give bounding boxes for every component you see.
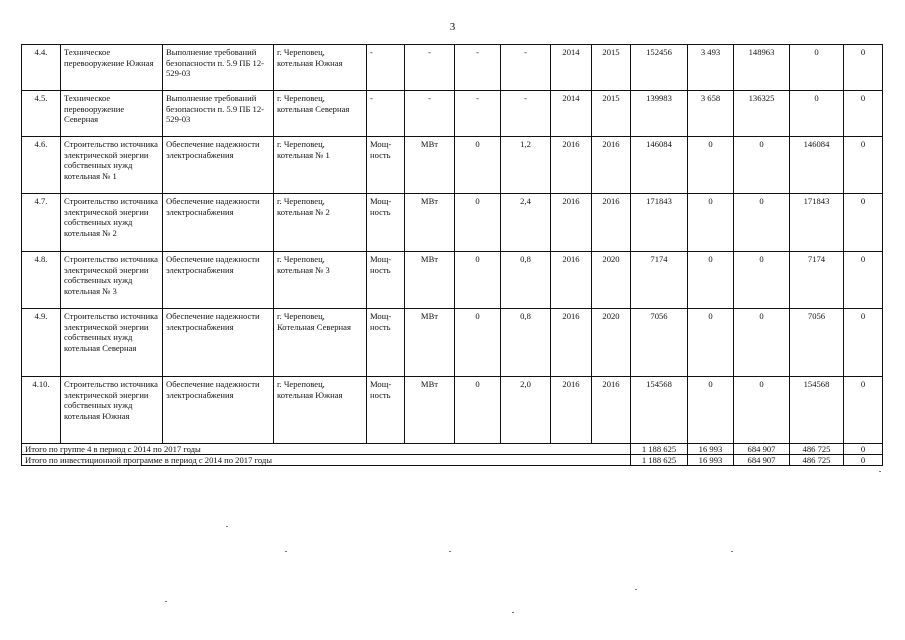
cell-s1: 0 bbox=[688, 137, 734, 194]
cell-s2: 0 bbox=[734, 137, 790, 194]
cell-end: 2015 bbox=[592, 45, 631, 91]
cell-goal: Обеспечение надежности электроснабжения bbox=[163, 137, 274, 194]
cell-s2: 0 bbox=[734, 194, 790, 252]
cell-goal: Обеспечение надежности электроснабжения bbox=[163, 252, 274, 309]
cell-total: 139983 bbox=[631, 91, 688, 137]
cell-unit: МВт bbox=[405, 252, 455, 309]
cell-location: г. Череповец, Котельная Северная bbox=[274, 309, 367, 377]
cell-location: г. Череповец, котельная № 2 bbox=[274, 194, 367, 252]
cell-s2: 0 bbox=[734, 377, 790, 444]
table-body bbox=[22, 45, 883, 466]
cell-total: 146084 bbox=[631, 137, 688, 194]
cell-location: г. Череповец, котельная Южная bbox=[274, 377, 367, 444]
cell-end: 2016 bbox=[592, 377, 631, 444]
cell-goal: Обеспечение надежности электроснабжения bbox=[163, 377, 274, 444]
cell-name: Техническое перевооружение Южная bbox=[61, 45, 163, 91]
cell-s4: 0 bbox=[844, 377, 883, 444]
total-total: 1 188 625 bbox=[631, 444, 688, 455]
total-label: Итого по инвестиционной программе в период с 2014 по 2017 годы bbox=[22, 455, 631, 466]
cell-s4: 0 bbox=[844, 194, 883, 252]
cell-no: 4.5. bbox=[22, 91, 61, 137]
cell-v1: 0 bbox=[455, 194, 501, 252]
cell-param: - bbox=[367, 91, 405, 137]
cell-end: 2016 bbox=[592, 194, 631, 252]
cell-s2: 0 bbox=[734, 252, 790, 309]
cell-v2: 1,2 bbox=[501, 137, 551, 194]
cell-s3: 171843 bbox=[790, 194, 844, 252]
table-row bbox=[22, 252, 883, 309]
cell-location: г. Череповец, котельная № 3 bbox=[274, 252, 367, 309]
cell-goal: Выполнение требований безопасности п. 5.9 ПБ 12-529-03 bbox=[163, 45, 274, 91]
total-total: 1 188 625 bbox=[631, 455, 688, 466]
cell-v1: 0 bbox=[455, 137, 501, 194]
cell-s1: 0 bbox=[688, 252, 734, 309]
total-s3: 486 725 bbox=[790, 455, 844, 466]
cell-s3: 154568 bbox=[790, 377, 844, 444]
cell-goal: Обеспечение надежности электроснабжения bbox=[163, 309, 274, 377]
cell-s3: 0 bbox=[790, 91, 844, 137]
table-row bbox=[22, 45, 883, 91]
investment-program-table bbox=[21, 44, 883, 466]
cell-v2: 0,8 bbox=[501, 309, 551, 377]
cell-s3: 0 bbox=[790, 45, 844, 91]
cell-location: г. Череповец, котельная № 1 bbox=[274, 137, 367, 194]
cell-no: 4.4. bbox=[22, 45, 61, 91]
table-row bbox=[22, 137, 883, 194]
cell-start: 2014 bbox=[551, 45, 592, 91]
cell-total: 152456 bbox=[631, 45, 688, 91]
table-row bbox=[22, 309, 883, 377]
cell-end: 2016 bbox=[592, 137, 631, 194]
cell-end: 2015 bbox=[592, 91, 631, 137]
cell-v2: - bbox=[501, 91, 551, 137]
total-row bbox=[22, 444, 883, 455]
cell-s1: 3 658 bbox=[688, 91, 734, 137]
cell-no: 4.10. bbox=[22, 377, 61, 444]
cell-unit: МВт bbox=[405, 309, 455, 377]
cell-unit: МВт bbox=[405, 194, 455, 252]
table-row bbox=[22, 377, 883, 444]
cell-goal: Выполнение требований безопасности п. 5.9 ПБ 12-529-03 bbox=[163, 91, 274, 137]
cell-start: 2016 bbox=[551, 252, 592, 309]
cell-name: Техническое перевооружение Северная bbox=[61, 91, 163, 137]
cell-s4: 0 bbox=[844, 45, 883, 91]
total-row bbox=[22, 455, 883, 466]
cell-s1: 0 bbox=[688, 194, 734, 252]
cell-unit: МВт bbox=[405, 377, 455, 444]
cell-s1: 0 bbox=[688, 377, 734, 444]
cell-name: Строительство источника электрической энергии собственных нужд котельная № 1 bbox=[61, 137, 163, 194]
total-s2: 684 907 bbox=[734, 455, 790, 466]
cell-v1: - bbox=[455, 45, 501, 91]
table-row bbox=[22, 91, 883, 137]
cell-s3: 146084 bbox=[790, 137, 844, 194]
total-label: Итого по группе 4 в период с 2014 по 2017 годы bbox=[22, 444, 631, 455]
cell-v2: 2,4 bbox=[501, 194, 551, 252]
cell-total: 7056 bbox=[631, 309, 688, 377]
page-number: 3 bbox=[449, 21, 456, 33]
cell-no: 4.9. bbox=[22, 309, 61, 377]
cell-v1: 0 bbox=[455, 252, 501, 309]
total-s4: 0 bbox=[844, 455, 883, 466]
cell-param: - bbox=[367, 45, 405, 91]
cell-s4: 0 bbox=[844, 309, 883, 377]
table-row bbox=[22, 194, 883, 252]
cell-s3: 7174 bbox=[790, 252, 844, 309]
cell-v1: 0 bbox=[455, 309, 501, 377]
cell-s2: 136325 bbox=[734, 91, 790, 137]
cell-location: г. Череповец, котельная Южная bbox=[274, 45, 367, 91]
cell-param: Мощ-ность bbox=[367, 377, 405, 444]
cell-s4: 0 bbox=[844, 91, 883, 137]
cell-no: 4.8. bbox=[22, 252, 61, 309]
cell-start: 2016 bbox=[551, 194, 592, 252]
cell-unit: МВт bbox=[405, 137, 455, 194]
cell-start: 2016 bbox=[551, 309, 592, 377]
total-s2: 684 907 bbox=[734, 444, 790, 455]
cell-s2: 148963 bbox=[734, 45, 790, 91]
total-s4: 0 bbox=[844, 444, 883, 455]
cell-v1: - bbox=[455, 91, 501, 137]
cell-no: 4.6. bbox=[22, 137, 61, 194]
cell-start: 2016 bbox=[551, 377, 592, 444]
cell-total: 171843 bbox=[631, 194, 688, 252]
cell-s3: 7056 bbox=[790, 309, 844, 377]
cell-unit: - bbox=[405, 45, 455, 91]
cell-s2: 0 bbox=[734, 309, 790, 377]
cell-v2: 2,0 bbox=[501, 377, 551, 444]
cell-location: г. Череповец, котельная Северная bbox=[274, 91, 367, 137]
cell-name: Строительство источника электрической энергии собственных нужд котельная Южная bbox=[61, 377, 163, 444]
cell-start: 2014 bbox=[551, 91, 592, 137]
cell-s4: 0 bbox=[844, 137, 883, 194]
cell-total: 154568 bbox=[631, 377, 688, 444]
cell-name: Строительство источника электрической энергии собственных нужд котельная № 3 bbox=[61, 252, 163, 309]
cell-param: Мощ-ность bbox=[367, 252, 405, 309]
cell-name: Строительство источника электрической энергии собственных нужд котельная Северная bbox=[61, 309, 163, 377]
cell-total: 7174 bbox=[631, 252, 688, 309]
cell-param: Мощ-ность bbox=[367, 137, 405, 194]
cell-v2: - bbox=[501, 45, 551, 91]
cell-s4: 0 bbox=[844, 252, 883, 309]
cell-v2: 0,8 bbox=[501, 252, 551, 309]
cell-s1: 3 493 bbox=[688, 45, 734, 91]
total-s1: 16 993 bbox=[688, 455, 734, 466]
cell-s1: 0 bbox=[688, 309, 734, 377]
cell-start: 2016 bbox=[551, 137, 592, 194]
cell-no: 4.7. bbox=[22, 194, 61, 252]
cell-param: Мощ-ность bbox=[367, 309, 405, 377]
total-s3: 486 725 bbox=[790, 444, 844, 455]
cell-end: 2020 bbox=[592, 252, 631, 309]
cell-goal: Обеспечение надежности электроснабжения bbox=[163, 194, 274, 252]
cell-v1: 0 bbox=[455, 377, 501, 444]
cell-param: Мощ-ность bbox=[367, 194, 405, 252]
cell-name: Строительство источника электрической энергии собственных нужд котельная № 2 bbox=[61, 194, 163, 252]
total-s1: 16 993 bbox=[688, 444, 734, 455]
cell-end: 2020 bbox=[592, 309, 631, 377]
cell-unit: - bbox=[405, 91, 455, 137]
